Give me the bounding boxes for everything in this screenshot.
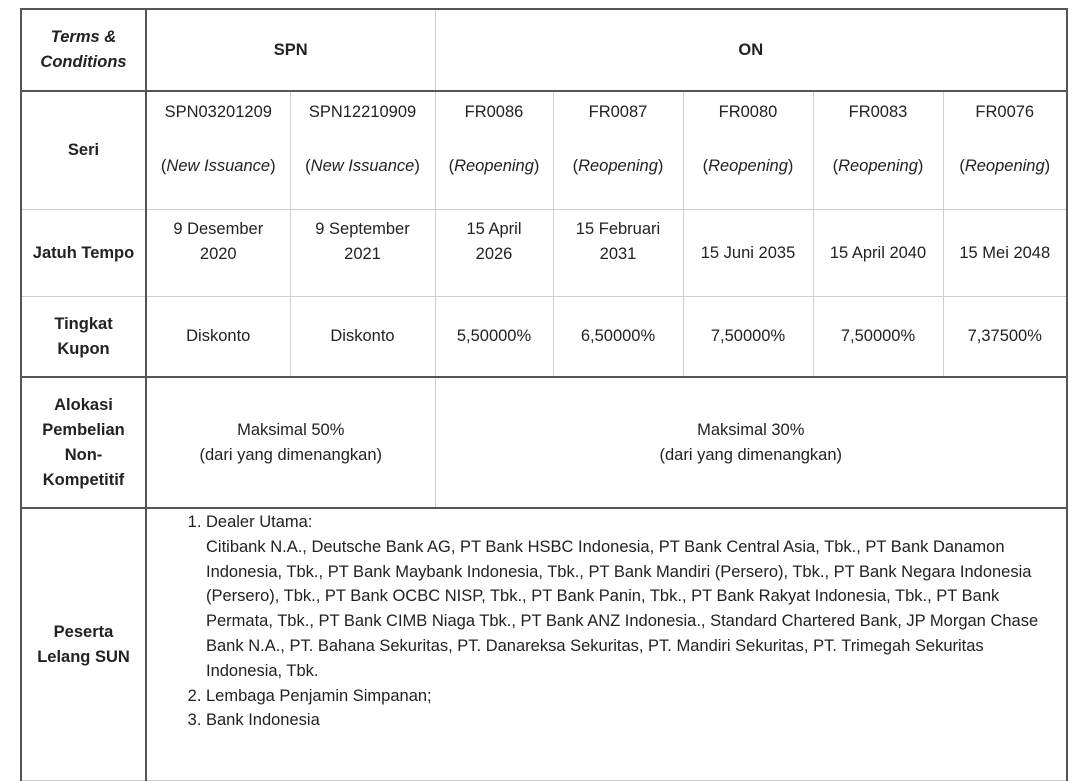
seri-cell-fr0086 [435,91,553,210]
maturity-fr0076: 15 Mei 2048 [943,210,1067,297]
coupon-fr0087: 6,50000% [553,297,683,378]
peserta-list [181,510,1056,733]
tingkat-kupon-row [21,297,1067,378]
series-note: (New Issuance) [305,157,420,175]
coupon-spn12210909: Diskonto [290,297,435,378]
alokasi-spn: Maksimal 50% (dari yang dimenangkan) [146,377,435,508]
series-note: (Reopening) [959,157,1051,175]
seri-cell-fr0083 [813,91,943,210]
series-note: (Reopening) [832,157,924,175]
series-note: (Reopening) [572,157,664,175]
maturity-fr0083: 15 April 2040 [813,210,943,297]
series-code: FR0087 [588,103,648,121]
jatuh-tempo-row [21,210,1067,297]
coupon-fr0076: 7,37500% [943,297,1067,378]
header-row [21,9,1067,91]
terms-table-container [20,8,1068,781]
series-code: SPN03201209 [164,103,272,121]
series-note: (Reopening) [702,157,794,175]
seri-label: Seri [21,91,146,210]
tingkat-kupon-label: Tingkat Kupon [21,297,146,378]
alokasi-row [21,377,1067,508]
alokasi-label: Alokasi Pembelian Non-Kompetitif [21,377,146,508]
list-item: 3. Bank Indonesia [206,708,1056,733]
series-code: FR0083 [848,103,908,121]
seri-cell-fr0076 [943,91,1067,210]
series-code: FR0080 [718,103,778,121]
series-note: (Reopening) [448,157,540,175]
peserta-row [21,508,1067,781]
coupon-spn03201209: Diskonto [146,297,290,378]
on-header: ON [435,9,1067,91]
maturity-spn12210909: 9 September 2021 [290,210,435,297]
seri-cell-fr0080 [683,91,813,210]
seri-cell-fr0087 [553,91,683,210]
peserta-list-cell [146,508,1067,781]
coupon-fr0086: 5,50000% [435,297,553,378]
dealer-utama-body: Citibank N.A., Deutsche Bank AG, PT Bank HSBC Indonesia, PT Bank Central Asia, Tbk., PT Bank Danamon Indonesia, Tbk., PT Bank Maybank Indonesia, Tbk., PT Bank Mandiri (Persero), Tbk., PT Bank Negara Indonesia (Persero), Tbk., PT Bank OCBC NISP, Tbk., PT Bank Panin, Tbk., PT Bank Rakyat Indonesia, Tbk., PT Bank Permata, Tbk., PT Bank CIMB Niaga Tbk., PT Bank ANZ Indonesia., Standard Chartered Bank, JP Morgan Chase Bank N.A., PT. Bahana Sekuritas, PT. Danareksa Sekuritas, PT. Mandiri Sekuritas, PT. Trimegah Sekuritas Indonesia, Tbk. [206,537,1039,680]
series-note: (New Issuance) [160,157,276,175]
coupon-fr0080: 7,50000% [683,297,813,378]
seri-cell-spn03201209 [146,91,290,210]
maturity-fr0087: 15 Februari 2031 [553,210,683,297]
jatuh-tempo-label: Jatuh Tempo [21,210,146,297]
coupon-fr0083: 7,50000% [813,297,943,378]
peserta-label: Peserta Lelang SUN [21,508,146,781]
seri-cell-spn12210909 [290,91,435,210]
dealer-utama-title: 1. Dealer Utama: [206,513,313,531]
list-item: 2. Lembaga Penjamin Simpanan; [206,684,1056,709]
series-code: FR0076 [975,103,1035,121]
series-code: FR0086 [464,103,524,121]
spn-header: SPN [146,9,435,91]
list-item [206,510,1056,684]
terms-table [20,8,1068,781]
alokasi-on: Maksimal 30% (dari yang dimenangkan) [435,377,1067,508]
maturity-fr0086: 15 April 2026 [435,210,553,297]
series-code: SPN12210909 [308,103,417,121]
seri-row [21,91,1067,210]
terms-conditions-header: Terms & Conditions [21,9,146,91]
maturity-spn03201209: 9 Desember 2020 [146,210,290,297]
maturity-fr0080: 15 Juni 2035 [683,210,813,297]
